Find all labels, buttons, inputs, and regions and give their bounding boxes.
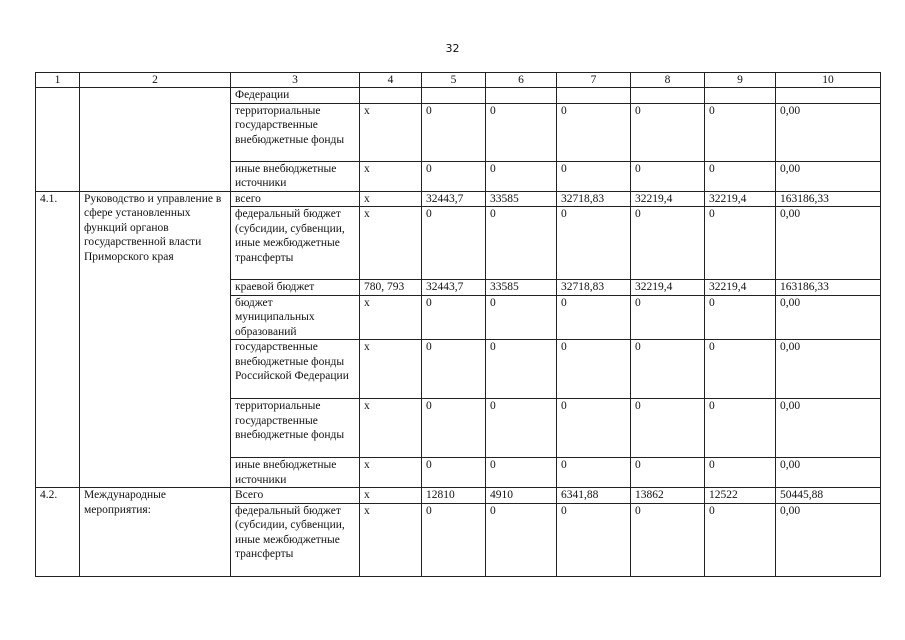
value-cell: 0 bbox=[557, 161, 631, 191]
total-cell: 0,00 bbox=[776, 207, 881, 280]
code-cell: х bbox=[360, 161, 422, 191]
value-cell: 0 bbox=[422, 503, 486, 576]
value-cell: 0 bbox=[486, 399, 557, 458]
header-cell: 3 bbox=[231, 73, 360, 88]
page-number: 32 bbox=[445, 42, 460, 55]
source-cell: территориальные государственные внебюджетные фонды bbox=[231, 399, 360, 458]
total-cell: 0,00 bbox=[776, 399, 881, 458]
source-cell: Федерации bbox=[231, 88, 360, 104]
source-cell: всего bbox=[231, 191, 360, 207]
code-cell: х bbox=[360, 458, 422, 488]
value-cell: 0 bbox=[631, 295, 705, 340]
value-cell: 0 bbox=[486, 295, 557, 340]
value-cell: 32219,4 bbox=[705, 191, 776, 207]
value-cell: 32219,4 bbox=[705, 280, 776, 296]
table-row bbox=[36, 191, 881, 207]
total-cell: 0,00 bbox=[776, 103, 881, 161]
header-cell: 7 bbox=[557, 73, 631, 88]
value-cell: 0 bbox=[422, 161, 486, 191]
source-cell: бюджет муниципальных образований bbox=[231, 295, 360, 340]
value-cell: 0 bbox=[705, 103, 776, 161]
code-cell: х bbox=[360, 191, 422, 207]
value-cell: 0 bbox=[557, 399, 631, 458]
value-cell: 0 bbox=[705, 207, 776, 280]
source-cell: территориальные государственные внебюджетные фонды bbox=[231, 103, 360, 161]
source-cell: федеральный бюджет (субсидии, субвенции, иные межбюджетные трансферты bbox=[231, 503, 360, 576]
item-number: 4.2. bbox=[36, 488, 80, 577]
header-cell: 2 bbox=[80, 73, 231, 88]
value-cell: 0 bbox=[557, 458, 631, 488]
value-cell: 0 bbox=[557, 340, 631, 399]
total-cell: 50445,88 bbox=[776, 488, 881, 504]
value-cell: 0 bbox=[422, 399, 486, 458]
source-cell: федеральный бюджет (субсидии, субвенции, иные межбюджетные трансферты bbox=[231, 207, 360, 280]
total-cell bbox=[776, 88, 881, 104]
total-cell: 0,00 bbox=[776, 161, 881, 191]
value-cell: 0 bbox=[422, 458, 486, 488]
total-cell: 0,00 bbox=[776, 458, 881, 488]
item-title: Международные мероприятия: bbox=[80, 488, 231, 577]
value-cell: 13862 bbox=[631, 488, 705, 504]
table-row bbox=[36, 88, 881, 104]
value-cell: 32219,4 bbox=[631, 191, 705, 207]
value-cell: 0 bbox=[486, 458, 557, 488]
code-cell: х bbox=[360, 295, 422, 340]
value-cell: 0 bbox=[631, 503, 705, 576]
header-cell: 8 bbox=[631, 73, 705, 88]
total-cell: 0,00 bbox=[776, 503, 881, 576]
header-cell: 10 bbox=[776, 73, 881, 88]
code-cell: х bbox=[360, 340, 422, 399]
value-cell: 4910 bbox=[486, 488, 557, 504]
value-cell: 0 bbox=[486, 503, 557, 576]
value-cell: 33585 bbox=[486, 191, 557, 207]
value-cell: 12810 bbox=[422, 488, 486, 504]
code-cell: 780, 793 bbox=[360, 280, 422, 296]
value-cell: 0 bbox=[557, 207, 631, 280]
table-header-row bbox=[36, 73, 881, 88]
value-cell: 0 bbox=[486, 207, 557, 280]
value-cell: 0 bbox=[631, 399, 705, 458]
total-cell: 0,00 bbox=[776, 340, 881, 399]
value-cell: 32718,83 bbox=[557, 191, 631, 207]
value-cell: 0 bbox=[631, 103, 705, 161]
total-cell: 163186,33 bbox=[776, 280, 881, 296]
value-cell: 0 bbox=[631, 340, 705, 399]
value-cell: 6341,88 bbox=[557, 488, 631, 504]
value-cell: 0 bbox=[631, 207, 705, 280]
table-row bbox=[36, 488, 881, 504]
value-cell: 0 bbox=[705, 503, 776, 576]
value-cell bbox=[631, 88, 705, 104]
value-cell: 0 bbox=[557, 295, 631, 340]
header-cell: 1 bbox=[36, 73, 80, 88]
value-cell: 0 bbox=[422, 103, 486, 161]
code-cell bbox=[360, 88, 422, 104]
total-cell: 0,00 bbox=[776, 295, 881, 340]
source-cell: иные внебюджетные источники bbox=[231, 458, 360, 488]
value-cell: 0 bbox=[705, 458, 776, 488]
code-cell: х bbox=[360, 207, 422, 280]
code-cell: х bbox=[360, 103, 422, 161]
value-cell: 0 bbox=[422, 295, 486, 340]
value-cell bbox=[486, 88, 557, 104]
total-cell: 163186,33 bbox=[776, 191, 881, 207]
value-cell: 0 bbox=[486, 340, 557, 399]
source-cell: иные внебюджетные источники bbox=[231, 161, 360, 191]
value-cell: 0 bbox=[705, 161, 776, 191]
value-cell bbox=[557, 88, 631, 104]
value-cell: 0 bbox=[631, 458, 705, 488]
header-cell: 6 bbox=[486, 73, 557, 88]
header-cell: 5 bbox=[422, 73, 486, 88]
header-cell: 4 bbox=[360, 73, 422, 88]
source-cell: краевой бюджет bbox=[231, 280, 360, 296]
source-cell: государственные внебюджетные фонды Российской Федерации bbox=[231, 340, 360, 399]
budget-table bbox=[35, 72, 881, 577]
value-cell bbox=[422, 88, 486, 104]
value-cell: 0 bbox=[631, 161, 705, 191]
value-cell: 32219,4 bbox=[631, 280, 705, 296]
value-cell: 0 bbox=[422, 207, 486, 280]
header-cell: 9 bbox=[705, 73, 776, 88]
value-cell: 32718,83 bbox=[557, 280, 631, 296]
value-cell: 12522 bbox=[705, 488, 776, 504]
code-cell: х bbox=[360, 503, 422, 576]
value-cell bbox=[705, 88, 776, 104]
value-cell: 0 bbox=[557, 503, 631, 576]
value-cell: 0 bbox=[705, 399, 776, 458]
item-title: Руководство и управление в сфере установленных функций органов государственной власти Приморского края bbox=[80, 191, 231, 488]
value-cell: 0 bbox=[705, 340, 776, 399]
code-cell: х bbox=[360, 399, 422, 458]
code-cell: х bbox=[360, 488, 422, 504]
value-cell: 33585 bbox=[486, 280, 557, 296]
value-cell: 0 bbox=[557, 103, 631, 161]
source-cell: Всего bbox=[231, 488, 360, 504]
value-cell: 0 bbox=[422, 340, 486, 399]
value-cell: 0 bbox=[486, 161, 557, 191]
empty-cell bbox=[36, 88, 80, 192]
item-number: 4.1. bbox=[36, 191, 80, 488]
empty-cell bbox=[80, 88, 231, 192]
value-cell: 32443,7 bbox=[422, 280, 486, 296]
value-cell: 0 bbox=[705, 295, 776, 340]
value-cell: 32443,7 bbox=[422, 191, 486, 207]
value-cell: 0 bbox=[486, 103, 557, 161]
